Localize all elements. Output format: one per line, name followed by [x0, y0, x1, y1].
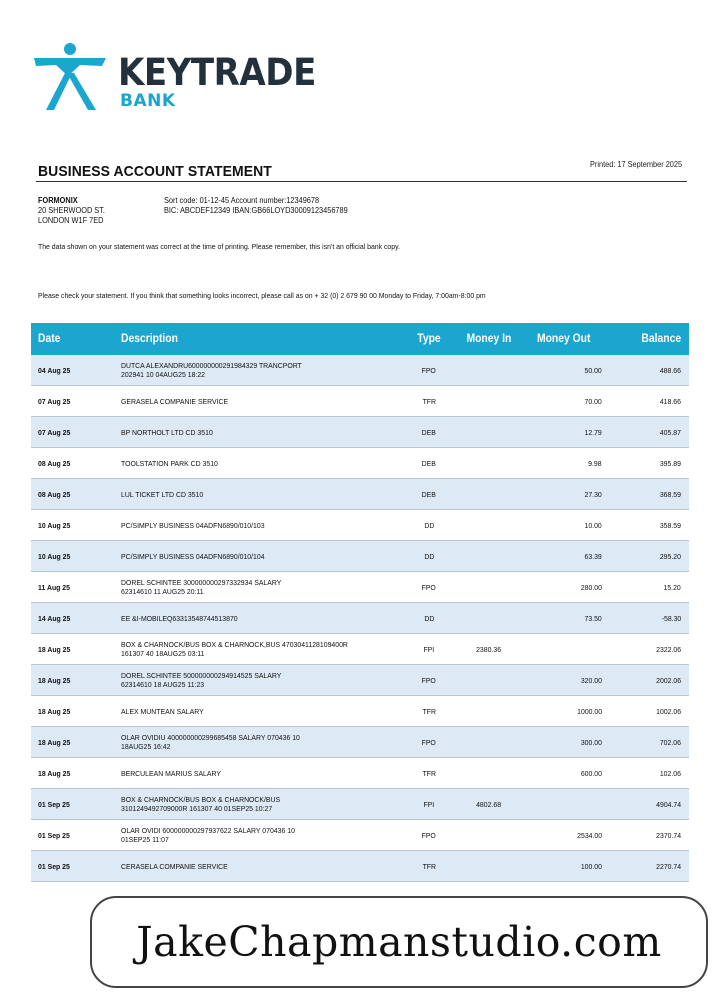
cell-money-out: [524, 727, 604, 758]
cell-description: [119, 851, 404, 882]
cell-description-line-1-text: DOREL SCHINTEE 500000000294914525 SALARY: [121, 671, 282, 680]
cell-type-text: DD: [424, 613, 434, 623]
cell-money-in: [454, 386, 524, 417]
cell-date: [31, 665, 119, 696]
cell-date-text: 07 Aug 25: [38, 427, 71, 437]
cell-type-text: FPO: [421, 582, 437, 592]
cell-type: [404, 510, 454, 541]
table-row: [31, 851, 689, 882]
cell-balance-text: 1002.06: [656, 706, 681, 716]
watermark-text: JakeChapmanstudio.com: [136, 918, 662, 966]
cell-description-line-1-text: CERASELA COMPANIE SERVICE: [121, 861, 228, 871]
cell-description: [119, 355, 404, 386]
col-header-money-in: Money In: [454, 323, 524, 355]
table-row: [31, 789, 689, 820]
cell-description-line-1-text: DUTCA ALEXANDRU600000000291984329 TRANCPORT: [121, 361, 302, 370]
cell-date: [31, 510, 119, 541]
cell-balance-text: 2002.06: [656, 675, 681, 685]
cell-type: [404, 386, 454, 417]
cell-balance-text: 395.89: [659, 458, 681, 468]
cell-description: [119, 417, 404, 448]
cell-type-text: FPO: [421, 830, 437, 840]
cell-balance-text: 358.59: [659, 520, 681, 530]
cell-money-out-text: 320.00: [580, 675, 602, 685]
cell-type: [404, 758, 454, 789]
cell-balance: [604, 634, 689, 665]
cell-balance-text: 102.06: [659, 768, 681, 778]
cell-money-in: [454, 479, 524, 510]
account-details: [164, 196, 348, 216]
cell-money-out: [524, 386, 604, 417]
cell-type: [404, 696, 454, 727]
bank-subname: BANK: [120, 91, 176, 111]
table-row: [31, 541, 689, 572]
page-title: BUSINESS ACCOUNT STATEMENT: [38, 163, 272, 180]
table-row: [31, 727, 689, 758]
cell-money-out: [524, 820, 604, 851]
cell-date-text: 18 Aug 25: [38, 737, 71, 747]
cell-balance: [604, 758, 689, 789]
cell-description-line-1-text: GERASELA COMPANIE SERVICE: [121, 396, 229, 406]
cell-balance-text: 4904.74: [656, 799, 681, 809]
account-line-2: BIC: ABCDEF12349 IBAN:GB66LOYD30009123456789: [164, 206, 348, 215]
cell-balance: [604, 510, 689, 541]
cell-money-in: [454, 603, 524, 634]
table-row: [31, 758, 689, 789]
cell-type: [404, 820, 454, 851]
cell-money-in: [454, 789, 524, 820]
cell-description: [119, 758, 404, 789]
cell-balance: [604, 572, 689, 603]
col-header-balance: Balance: [604, 323, 689, 355]
cell-description-line-1-text: OLAR OVIDI 600000000297937622 SALARY 070436 10: [121, 826, 295, 835]
cell-money-out-text: 10.00: [584, 520, 602, 530]
cell-money-in: [454, 572, 524, 603]
cell-date-text: 11 Aug 25: [38, 582, 70, 592]
cell-description: [119, 603, 404, 634]
cell-type: [404, 572, 454, 603]
cell-type-text: FPO: [421, 365, 437, 375]
cell-description-line-1-text: BP NORTHOLT LTD CD 3510: [121, 427, 213, 437]
cell-money-out-text: 70.00: [584, 396, 602, 406]
customer-name: FORMONIX: [38, 196, 78, 205]
cell-balance: [604, 820, 689, 851]
col-header-type: Type: [404, 323, 454, 355]
printed-date: Printed: 17 September 2025: [589, 160, 682, 169]
cell-date-text: 10 Aug 25: [38, 520, 71, 530]
cell-type-text: FPO: [421, 675, 437, 685]
table-header: [31, 323, 689, 355]
cell-description: [119, 448, 404, 479]
cell-money-out: [524, 541, 604, 572]
cell-money-out-text: 280.00: [580, 582, 602, 592]
cell-money-out: [524, 355, 604, 386]
disclaimer-note: The data shown on your statement was correct at the time of printing. Please remember, this isn't an official bank copy.: [38, 242, 400, 251]
col-header-money-out: Money Out: [524, 323, 604, 355]
table-row: [31, 820, 689, 851]
cell-description-line-1-text: BOX & CHARNOCK/BUS BOX & CHARNOCK,BUS 4703041128109400R: [121, 640, 348, 649]
cell-type: [404, 541, 454, 572]
cell-balance: [604, 355, 689, 386]
cell-date-text: 18 Aug 25: [38, 644, 71, 654]
cell-money-in: [454, 448, 524, 479]
cell-type: [404, 665, 454, 696]
cell-money-out-text: 300.00: [580, 737, 602, 747]
cell-description: [119, 634, 404, 665]
cell-money-out: [524, 603, 604, 634]
cell-money-out: [524, 417, 604, 448]
cell-type: [404, 634, 454, 665]
cell-description: [119, 572, 404, 603]
cell-balance: [604, 727, 689, 758]
cell-type: [404, 417, 454, 448]
cell-money-in-text: 2380.36: [476, 644, 502, 654]
cell-date-text: 08 Aug 25: [38, 489, 71, 499]
cell-money-out-text: 50.00: [584, 365, 602, 375]
watermark-banner: [90, 896, 708, 988]
cell-date: [31, 479, 119, 510]
cell-description: [119, 386, 404, 417]
cell-description-line-2-text: 62314610 11 AUG25 20:11: [121, 587, 204, 596]
cell-type: [404, 603, 454, 634]
cell-balance-text: 2322.06: [656, 644, 681, 654]
cell-balance-text: 702.06: [659, 737, 681, 747]
cell-balance: [604, 541, 689, 572]
cell-money-out: [524, 448, 604, 479]
table-row: [31, 448, 689, 479]
cell-description-line-1-text: BERCULEAN MARIUS SALARY: [121, 768, 221, 778]
cell-description: [119, 510, 404, 541]
cell-description-line-2-text: 01SEP25 11:07: [121, 835, 169, 844]
cell-description-line-2-text: 62314610 18 AUG25 11:23: [121, 680, 205, 689]
cell-money-out-text: 100.00: [580, 861, 602, 871]
cell-money-out: [524, 758, 604, 789]
cell-money-out-text: 63.39: [584, 551, 602, 561]
table-row: [31, 510, 689, 541]
account-line-1: Sort code: 01-12-45 Account number:12349678: [164, 196, 320, 205]
cell-money-out-text: 9.98: [588, 458, 602, 468]
cell-type-text: DEB: [421, 427, 437, 437]
cell-type-text: DEB: [421, 458, 437, 468]
cell-money-out: [524, 510, 604, 541]
cell-balance-text: -58.30: [661, 613, 681, 623]
address-line-2: LONDON W1F 7ED: [38, 216, 104, 225]
cell-description-line-2-text: 3101249492709000R 161307 40 01SEP25 10:27: [121, 804, 273, 813]
cell-money-in-text: 4802.68: [476, 799, 502, 809]
cell-description-line-1-text: LUL TICKET LTD CD 3510: [121, 489, 204, 499]
cell-date-text: 01 Sep 25: [38, 861, 70, 871]
cell-balance: [604, 851, 689, 882]
cell-type: [404, 851, 454, 882]
bank-logo: [32, 40, 316, 120]
cell-money-out-text: 12.79: [584, 427, 602, 437]
cell-date: [31, 448, 119, 479]
transactions-table: [31, 323, 689, 882]
cell-type-text: DD: [424, 520, 434, 530]
cell-description: [119, 789, 404, 820]
cell-description-line-1-text: BOX & CHARNOCK/BUS BOX & CHARNOCK/BUS: [121, 795, 281, 804]
cell-balance: [604, 417, 689, 448]
cell-date: [31, 634, 119, 665]
table-row: [31, 479, 689, 510]
cell-type-text: DEB: [421, 489, 437, 499]
cell-balance-text: 368.59: [659, 489, 681, 499]
table-row: [31, 572, 689, 603]
cell-money-in: [454, 758, 524, 789]
cell-description: [119, 541, 404, 572]
cell-balance: [604, 448, 689, 479]
col-header-date: Date: [31, 323, 119, 355]
table-row: [31, 696, 689, 727]
cell-money-out: [524, 572, 604, 603]
cell-description-line-2-text: 18AUG25 16:42: [121, 742, 171, 751]
cell-date: [31, 696, 119, 727]
table-row: [31, 634, 689, 665]
cell-type-text: DD: [424, 551, 434, 561]
cell-date: [31, 727, 119, 758]
cell-balance: [604, 603, 689, 634]
cell-money-in: [454, 696, 524, 727]
cell-type-text: FPI: [423, 644, 435, 654]
cell-description-line-1-text: EE &I-MOBILEQ63313548744513870: [121, 613, 238, 623]
table-row: [31, 603, 689, 634]
table-row: [31, 386, 689, 417]
cell-balance-text: 2270.74: [656, 861, 681, 871]
cell-date-text: 01 Sep 25: [38, 799, 70, 809]
cell-date: [31, 851, 119, 882]
table-row: [31, 355, 689, 386]
cell-description-line-1-text: TOOLSTATION PARK CD 3510: [121, 458, 218, 468]
cell-money-out-text: 2534.00: [577, 830, 602, 840]
cell-type-text: TFR: [422, 396, 436, 406]
cell-date-text: 08 Aug 25: [38, 458, 71, 468]
cell-date-text: 14 Aug 25: [38, 613, 71, 623]
cell-type-text: TFR: [422, 768, 436, 778]
cell-balance-text: 295.20: [659, 551, 681, 561]
cell-type-text: FPI: [423, 799, 435, 809]
col-header-description: Description: [119, 323, 404, 355]
cell-description-line-1-text: DOREL SCHINTEE 300000000297332934 SALARY: [121, 578, 282, 587]
cell-date-text: 01 Sep 25: [38, 830, 70, 840]
cell-description-line-1-text: PC/SIMPLY BUSINESS 04ADFN6890/010/103: [121, 520, 265, 530]
cell-money-out: [524, 634, 604, 665]
cell-type: [404, 448, 454, 479]
address-line-1: 20 SHERWOOD ST.: [38, 206, 105, 215]
cell-date: [31, 572, 119, 603]
cell-money-out: [524, 479, 604, 510]
cell-balance-text: 2370.74: [656, 830, 681, 840]
cell-date: [31, 758, 119, 789]
table-row: [31, 417, 689, 448]
cell-date: [31, 355, 119, 386]
cell-money-out-text: 1000.00: [577, 706, 602, 716]
cell-date-text: 07 Aug 25: [38, 396, 71, 406]
cell-type: [404, 789, 454, 820]
cell-type-text: FPO: [421, 737, 437, 747]
cell-balance: [604, 696, 689, 727]
cell-description: [119, 665, 404, 696]
cell-date-text: 18 Aug 25: [38, 675, 71, 685]
cell-money-in: [454, 727, 524, 758]
cell-money-in: [454, 510, 524, 541]
cell-balance: [604, 386, 689, 417]
cell-money-in: [454, 851, 524, 882]
star-figure-icon: [32, 40, 112, 118]
bank-name: KEYTRADE: [118, 51, 316, 94]
cell-money-in: [454, 665, 524, 696]
cell-date-text: 04 Aug 25: [38, 365, 71, 375]
cell-money-out-text: 73.50: [584, 613, 602, 623]
cell-balance: [604, 789, 689, 820]
cell-money-in: [454, 417, 524, 448]
title-divider: [36, 181, 687, 182]
contact-note: Please check your statement. If you think that something looks incorrect, please call as on + 32 (0) 2 679 90 00 Monday to Friday, 7:00am-8:00 pm: [38, 291, 486, 300]
cell-money-in: [454, 355, 524, 386]
cell-description: [119, 479, 404, 510]
cell-balance-text: 15.20: [663, 582, 681, 592]
cell-money-out-text: 600.00: [580, 768, 602, 778]
cell-money-in: [454, 820, 524, 851]
cell-date: [31, 417, 119, 448]
cell-type-text: TFR: [422, 706, 436, 716]
cell-money-out: [524, 789, 604, 820]
cell-type: [404, 355, 454, 386]
cell-description-line-2-text: 161307 40 18AUG25 03:11: [121, 649, 205, 658]
cell-description-line-1-text: ALEX MUNTEAN SALARY: [121, 706, 204, 716]
cell-money-out: [524, 851, 604, 882]
customer-address: [38, 196, 105, 226]
cell-balance-text: 418.66: [659, 396, 681, 406]
cell-money-in: [454, 634, 524, 665]
cell-description: [119, 727, 404, 758]
cell-type: [404, 727, 454, 758]
cell-balance: [604, 665, 689, 696]
cell-date: [31, 386, 119, 417]
cell-money-in: [454, 541, 524, 572]
cell-date-text: 18 Aug 25: [38, 768, 71, 778]
table-row: [31, 665, 689, 696]
cell-description-line-1-text: OLAR OVIDIU 400000000299685458 SALARY 070436 10: [121, 733, 300, 742]
cell-money-out-text: 27.30: [584, 489, 602, 499]
cell-description-line-2-text: 202941 10 04AUG25 18:22: [121, 370, 206, 379]
cell-description: [119, 820, 404, 851]
cell-date: [31, 820, 119, 851]
cell-balance: [604, 479, 689, 510]
cell-money-out: [524, 696, 604, 727]
cell-type: [404, 479, 454, 510]
cell-type-text: TFR: [422, 861, 436, 871]
cell-date-text: 10 Aug 25: [38, 551, 71, 561]
cell-date: [31, 541, 119, 572]
cell-description: [119, 696, 404, 727]
cell-money-out: [524, 665, 604, 696]
cell-date-text: 18 Aug 25: [38, 706, 71, 716]
table-body: [31, 355, 689, 882]
cell-balance-text: 405.87: [659, 427, 681, 437]
cell-date: [31, 789, 119, 820]
cell-description-line-1-text: PC/SIMPLY BUSINESS 04ADFN6890/010/104: [121, 551, 265, 561]
cell-balance-text: 488.66: [659, 365, 681, 375]
cell-date: [31, 603, 119, 634]
